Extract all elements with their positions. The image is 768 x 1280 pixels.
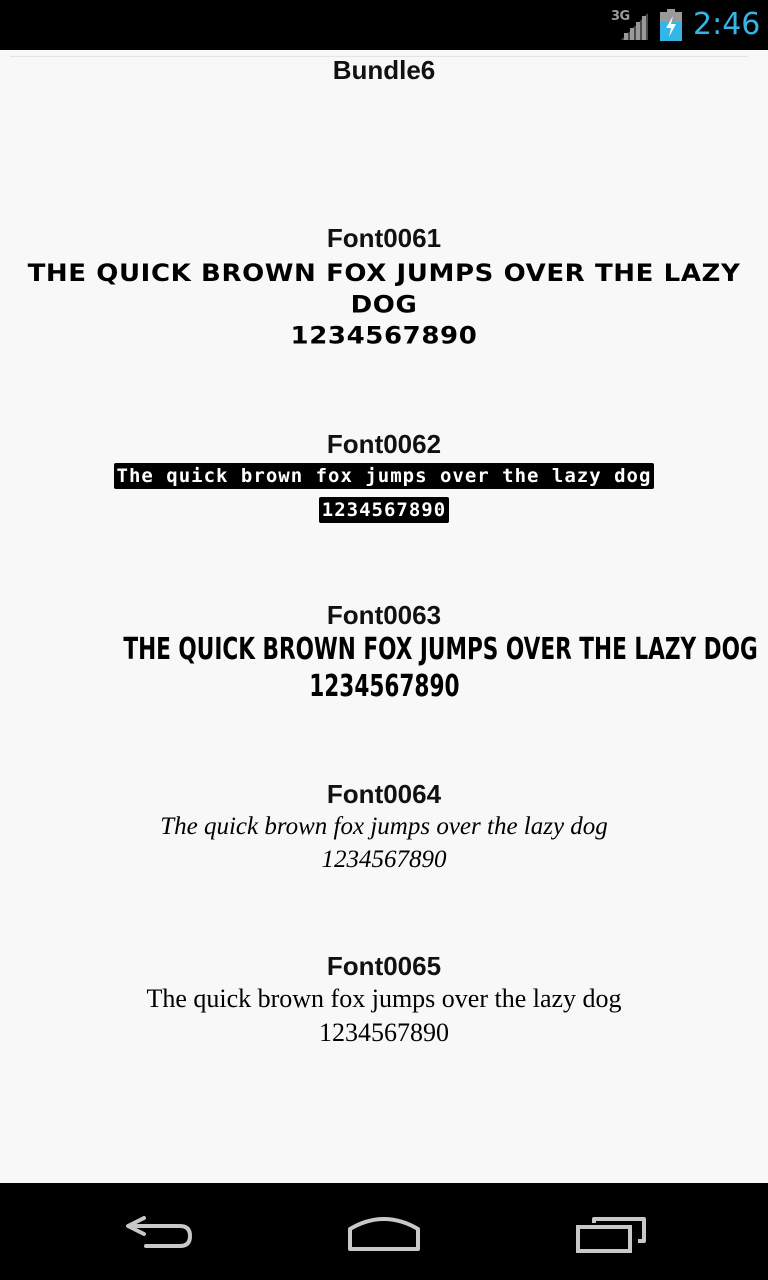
font-name: Font0064	[326, 779, 442, 809]
font-sample	[0, 460, 768, 494]
font-sample: THE QUICK BROWN FOX JUMPS OVER THE LAZY DOG	[123, 632, 758, 667]
signal-strength-icon	[619, 11, 649, 41]
font-sample: The quick brown fox jumps over the lazy dog	[160, 813, 608, 840]
font-item-font0065[interactable]	[0, 950, 768, 1050]
font-name: Font0061	[326, 223, 442, 253]
back-button[interactable]	[110, 1205, 210, 1257]
font-sample-text: The quick brown fox jumps over the lazy dog	[114, 463, 655, 489]
font-item-font0063[interactable]	[0, 599, 768, 705]
font-digits: 1234567890	[308, 669, 460, 704]
font-preview-list[interactable]	[0, 50, 768, 1183]
font-sample: The quick brown fox jumps over the lazy dog	[146, 984, 622, 1013]
recent-apps-button[interactable]	[560, 1205, 660, 1257]
font-name: Font0065	[326, 951, 442, 981]
font-digits: 1234567890	[319, 1018, 449, 1047]
font-digits: 1234567890	[321, 846, 447, 873]
font-digits	[0, 494, 768, 528]
recent-apps-icon	[560, 1205, 660, 1257]
home-icon	[334, 1205, 434, 1257]
network-type-label: 3G	[611, 9, 630, 24]
font-name: Font0062	[326, 429, 442, 459]
back-icon	[110, 1205, 210, 1257]
font-sample-line: THE QUICK BROWN FOX JUMPS OVER THE LAZY	[27, 259, 741, 288]
font-item-font0062[interactable]	[0, 428, 768, 528]
page-title: Bundle6	[332, 55, 436, 85]
battery-charging-icon	[659, 9, 683, 41]
font-item-font0064[interactable]	[0, 778, 768, 876]
font-sample-line: DOG	[350, 291, 418, 319]
status-bar	[0, 0, 768, 50]
clock: 2:46	[693, 7, 761, 42]
font-name: Font0063	[326, 600, 442, 630]
font-item-font0061[interactable]	[0, 222, 768, 356]
font-digits: 1234567890	[290, 322, 478, 351]
font-sample	[0, 258, 768, 352]
font-digits-text: 1234567890	[319, 497, 449, 523]
navigation-bar	[0, 1183, 768, 1280]
home-button[interactable]	[334, 1205, 434, 1257]
